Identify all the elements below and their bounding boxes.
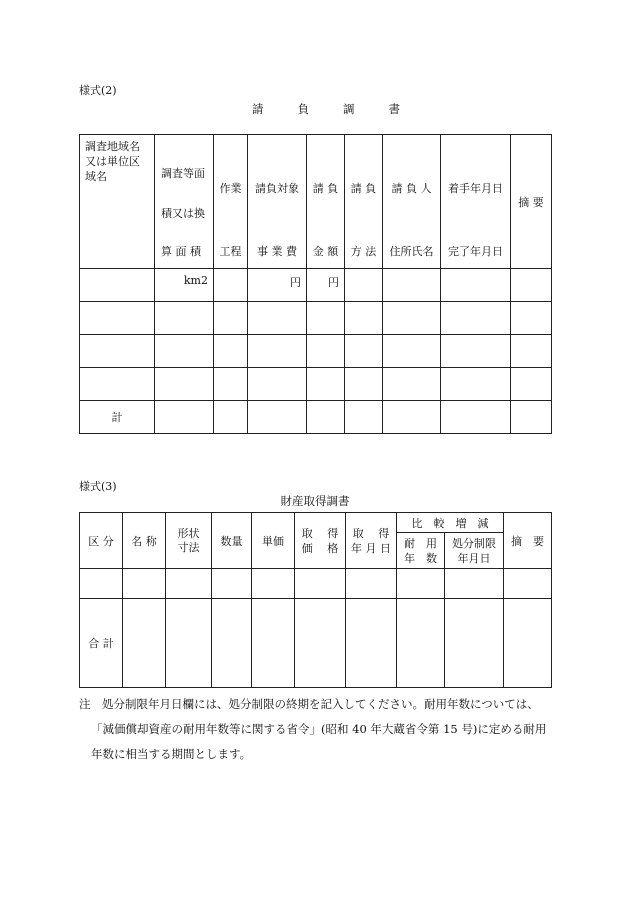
note-line: 年数に相当する期間とします。: [91, 747, 252, 761]
header-remarks-3: 摘 要: [504, 513, 552, 569]
header-name: 名 称: [123, 513, 166, 569]
form2-title: [252, 101, 400, 117]
header-quantity: 数量: [212, 513, 252, 569]
contract-header-row: [80, 135, 552, 269]
note-line: 注 処分制限年月日欄には、処分制限の終期を記入してください。耐用年数については、: [79, 697, 539, 711]
form2-title-char: 負: [297, 102, 309, 116]
unit-yen-target: 円: [248, 269, 307, 302]
header-acq-price: 取 得 価 格: [295, 513, 346, 569]
header-amount: 請 負 金 額: [307, 135, 345, 269]
header-disposal: 処分制限 年月日: [445, 533, 504, 569]
header-unit-price: 単価: [252, 513, 295, 569]
header-area-name: 調査地域名 又は単位区 域名: [80, 135, 155, 269]
header-shape: 形状 寸法: [166, 513, 212, 569]
note: [79, 692, 559, 767]
total-row: [80, 401, 552, 434]
table-row: [80, 368, 552, 401]
header-dates: 着手年月日 完了年月日: [441, 135, 511, 269]
table-row: [80, 335, 552, 368]
note-line: 「減価償却資産の耐用年数等に関する省令」(昭和 40 年大蔵省令第 15 号)に定める耐用: [91, 722, 547, 736]
contract-table: [79, 134, 552, 434]
header-category: 区 分: [80, 513, 123, 569]
header-work: 作業 工程: [214, 135, 248, 269]
header-area: 調査等面 積又は換 算 面 積: [155, 135, 214, 269]
table-row: [80, 302, 552, 335]
total-row: [80, 599, 552, 688]
header-useful-life: 耐 用 年 数: [397, 533, 445, 569]
form3-label: 様式(3): [79, 480, 117, 493]
unit-km2: km2: [155, 269, 214, 302]
header-compare: 比 較 増 減: [397, 513, 504, 533]
form3-title: 財産取得調書: [280, 494, 350, 508]
header-acq-date: 取 得 年 月 日: [346, 513, 397, 569]
table-row: [80, 269, 552, 302]
form2-title-char: 書: [388, 102, 400, 116]
property-table: [79, 512, 552, 688]
total-label-3: 合 計: [80, 599, 123, 688]
form2-title-char: 請: [252, 102, 264, 116]
table-row: [80, 569, 552, 599]
header-contractor: 請 負 人 住所氏名: [383, 135, 441, 269]
header-remarks: 摘 要: [511, 135, 552, 269]
property-header-row-1: [80, 513, 552, 533]
header-method: 請 負 方 法: [345, 135, 383, 269]
unit-yen-amount: 円: [307, 269, 345, 302]
header-target: 請負対象 事 業 費: [248, 135, 307, 269]
form2-label: 様式(2): [79, 84, 117, 97]
total-label: 計: [80, 401, 155, 434]
form2-title-char: 調: [343, 102, 355, 116]
